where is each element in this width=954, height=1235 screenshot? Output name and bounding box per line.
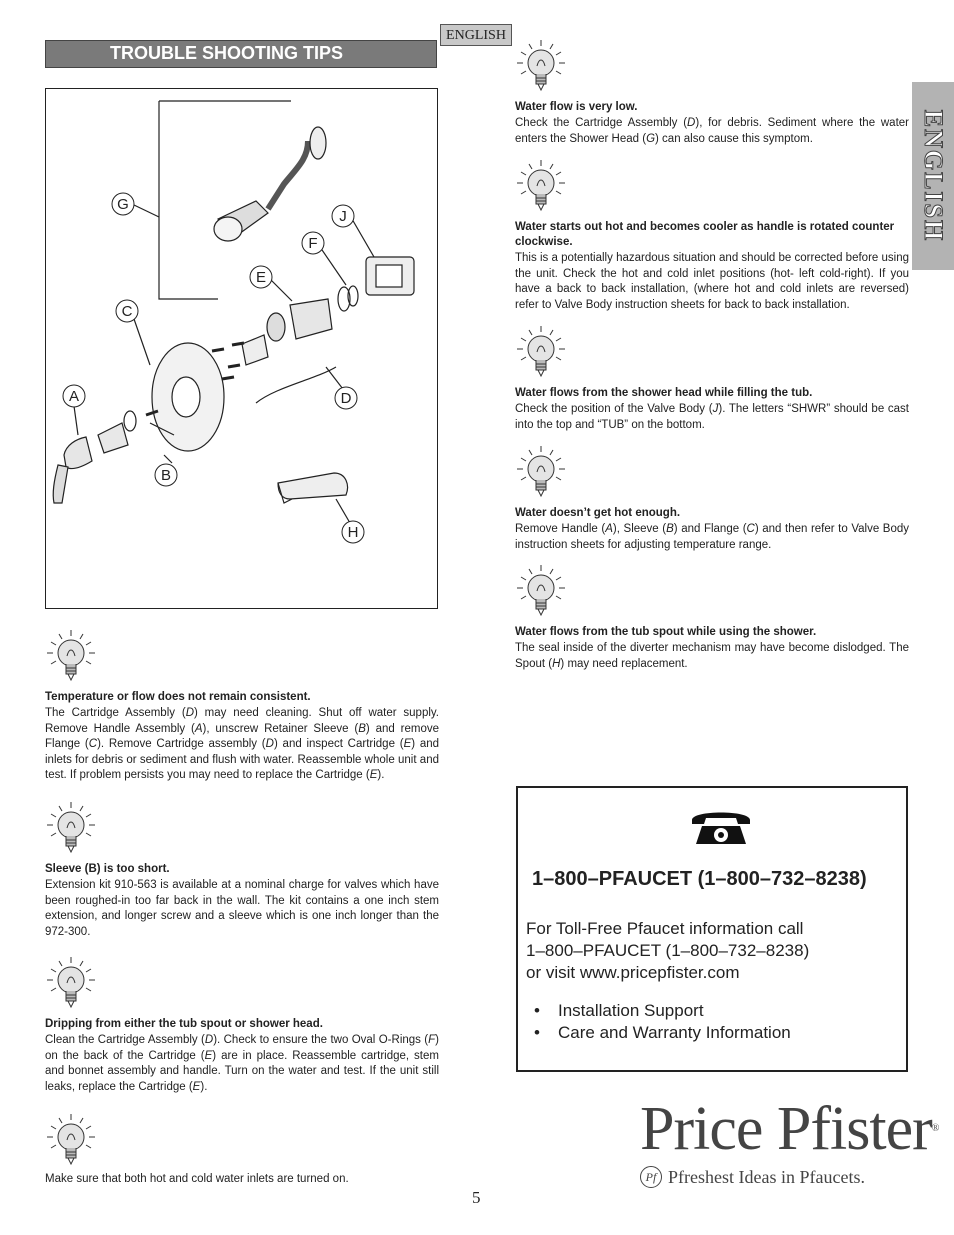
tip-body: Clean the Cartridge Assembly (D). Check to ensure the two Oval O-Rings (F) on the back of the Cartridge (E) are in place. Reassemble cartridge, stem and bonnet assembly and handle. Turn on the water and test. If the unit still leaks, replace the Cartridge (E). xyxy=(45,1034,440,1093)
brand-tagline xyxy=(640,1166,938,1188)
tip-title: Water doesn’t get hot enough. xyxy=(515,507,681,519)
lightbulb-icon xyxy=(515,444,567,504)
label-e: E xyxy=(255,269,267,286)
label-b: B xyxy=(160,467,172,484)
support-item: • Installation Support xyxy=(532,1000,791,1022)
tip-body: The Cartridge Assembly (D) may need cleaning. Shut off water supply. Remove Handle Assembly (A), unscrew Retainer Sleeve (B) and remove Flange (C). Remove Cartridge assembly (D) and inspect Cartridge (E) and inlets for debris or sediment and flush with water. Reassemble whole unit and test. If problem persists you may need to replace the Cartridge (E). xyxy=(45,707,440,781)
label-d: D xyxy=(340,390,352,407)
tip-right-3 xyxy=(515,324,909,433)
lightbulb-icon xyxy=(515,563,567,623)
brand-logo xyxy=(640,1094,938,1188)
tip-title: Sleeve (B) is too short. xyxy=(45,863,170,875)
tip-body: Check the Cartridge Assembly (D), for debris. Sediment where the water enters the Shower Head (G) can also cause this symptom. xyxy=(515,117,909,145)
pf-monogram: Pf xyxy=(640,1166,662,1188)
tip-title: Temperature or flow does not remain consistent. xyxy=(45,691,311,703)
brand-name: Price Pfister® xyxy=(640,1095,939,1163)
label-g: G xyxy=(117,196,129,213)
phone-headline: 1–800–PFAUCET (1–800–732–8238) xyxy=(532,868,867,890)
label-f: F xyxy=(308,235,318,252)
contact-line-1: For Toll-Free Pfaucet information call xyxy=(526,919,804,938)
tip-title: Dripping from either the tub spout or shower head. xyxy=(45,1018,323,1030)
tip-body: This is a potentially hazardous situation and should be corrected before using the unit. Check the hot and cold inlet positions (hot- left cold-right). If you have a back to back installation, (where hot and cold inlets are reversed) refer to Valve Body instruction sheets for back to back installation. xyxy=(515,252,909,311)
section-title: TROUBLE SHOOTING TIPS xyxy=(110,43,344,63)
tip-right-5 xyxy=(515,563,909,672)
contact-info xyxy=(526,918,809,984)
tip-left-1 xyxy=(45,628,439,784)
lightbulb-icon xyxy=(515,324,567,384)
tip-body: Extension kit 910-563 is available at a nominal charge for valves which have been roughed-in too far back in the wall. The kit contains a one inch stem extension, and longer screw and a sleeve which is one inch longer than the 972-300. xyxy=(45,879,439,938)
tip-title: Water flow is very low. xyxy=(515,101,638,113)
tip-title: Water starts out hot and becomes cooler as handle is rotated counter clockwise. xyxy=(515,221,895,248)
side-language-tab xyxy=(912,82,954,270)
contact-line-2: 1–800–PFAUCET (1–800–732–8238) xyxy=(526,941,810,960)
tagline-text: Pfreshest Ideas in Pfaucets. xyxy=(668,1166,865,1187)
label-j: J xyxy=(339,208,347,225)
label-c: C xyxy=(121,303,133,320)
tip-right-1 xyxy=(515,38,909,147)
language-tag: ENGLISH xyxy=(440,24,512,46)
tip-title: Water flows from the shower head while filling the tub. xyxy=(515,387,813,399)
support-item: • Care and Warranty Information xyxy=(532,1022,791,1044)
label-h: H xyxy=(347,524,359,541)
exploded-parts-diagram xyxy=(45,88,438,609)
lightbulb-icon xyxy=(515,38,567,98)
lightbulb-icon xyxy=(515,158,567,218)
section-header xyxy=(45,40,437,68)
tip-body: Check the position of the Valve Body (J). The letters “SHWR” should be cast into the top and “TUB” on the bottom. xyxy=(515,403,909,431)
support-list xyxy=(532,1000,791,1044)
tip-right-2 xyxy=(515,158,909,313)
tip-body: Remove Handle (A), Sleeve (B) and Flange (C) and then refer to Valve Body instruction sheets for adjusting temperature range. xyxy=(515,523,910,551)
page-number: 5 xyxy=(472,1188,481,1207)
lightbulb-icon xyxy=(45,1112,97,1172)
registered-mark: ® xyxy=(931,1123,939,1134)
tip-left-4 xyxy=(45,1112,439,1188)
telephone-icon xyxy=(690,808,752,848)
tip-title: Water flows from the tub spout while using the shower. xyxy=(515,626,817,638)
tip-left-2 xyxy=(45,800,439,940)
tip-left-3 xyxy=(45,955,439,1095)
lightbulb-icon xyxy=(45,800,97,860)
contact-box xyxy=(516,786,908,1072)
lightbulb-icon xyxy=(45,955,97,1015)
parts-illustration xyxy=(46,89,437,608)
tip-body: The seal inside of the diverter mechanism may have become dislodged. The Spout (H) may need replacement. xyxy=(515,642,909,670)
tip-body: Make sure that both hot and cold water inlets are turned on. xyxy=(45,1173,349,1185)
tip-right-4 xyxy=(515,444,909,553)
label-a: A xyxy=(68,388,80,405)
lightbulb-icon xyxy=(45,628,97,688)
side-tab-label: ENGLISH xyxy=(919,109,948,243)
contact-line-3: or visit www.pricepfister.com xyxy=(526,963,740,982)
